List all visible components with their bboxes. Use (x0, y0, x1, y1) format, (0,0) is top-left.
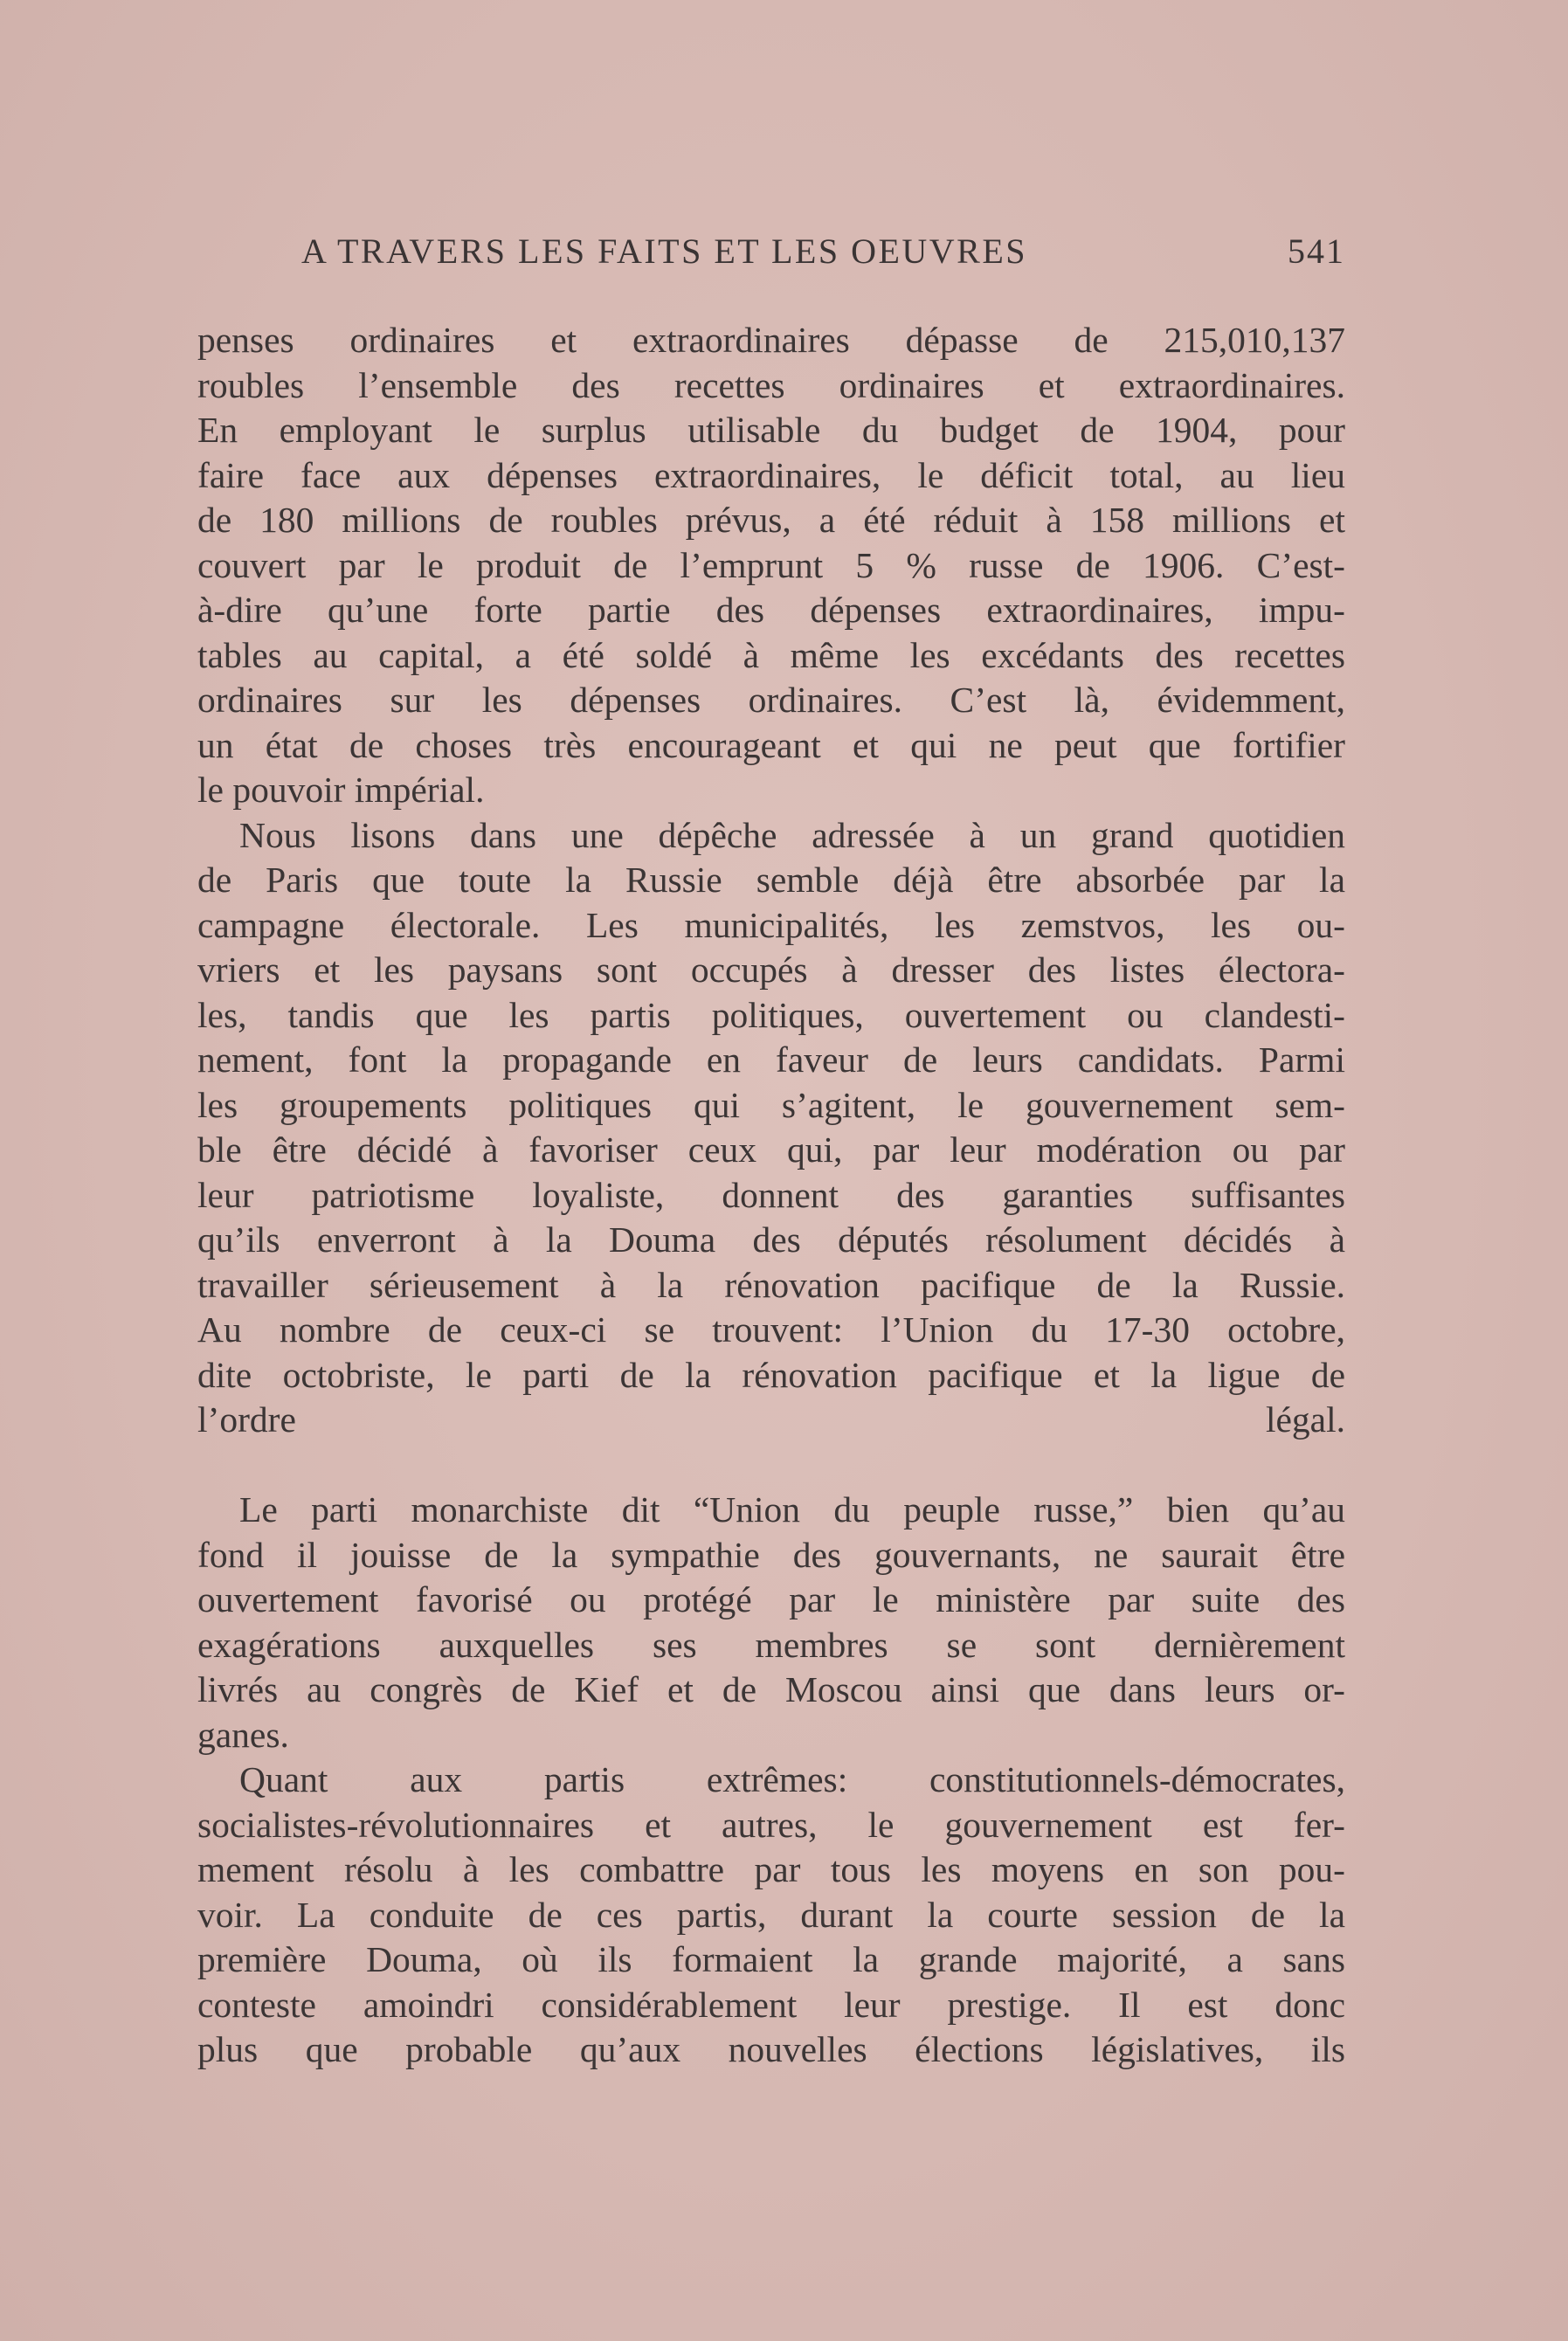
text-line: le pouvoir impérial. (197, 770, 485, 810)
text-line: couvert par le produit de l’emprunt 5 % russe de 1906. C’est- (197, 544, 1345, 585)
paragraph-4 (197, 1757, 1345, 2073)
text-line: exagérations auxquelles ses membres se sont dernièrement (197, 1624, 1345, 1665)
text-line: campagne électorale. Les municipalités, les zemstvos, les ou- (197, 904, 1345, 945)
text-line: travailler sérieusement à la rénovation pacifique de la Russie. (197, 1264, 1345, 1305)
paragraph-1 (197, 318, 1345, 813)
text-line: ganes. (197, 1714, 289, 1755)
text-line: les groupements politiques qui s’agitent, le gouvernement sem- (197, 1084, 1345, 1125)
text-line: Quant aux partis extrêmes: constitutionnels-démocrates, (239, 1759, 1345, 1799)
text-line: première Douma, où ils formaient la grande majorité, a sans (197, 1939, 1345, 1979)
text-line: ordinaires sur les dépenses ordinaires. C’est là, évidemment, (197, 680, 1345, 720)
text-line: livrés au congrès de Kief et de Moscou ainsi que dans leurs or- (197, 1669, 1345, 1709)
text-line: un état de choses très encourageant et qui ne peut que fortifier (197, 724, 1345, 765)
text-line: Nous lisons dans une dépêche adressée à un grand quotidien (239, 814, 1345, 855)
page-header (301, 225, 1345, 278)
text-line: plus que probable qu’aux nouvelles élections législatives, ils (197, 2029, 1345, 2069)
text-line: mement résolu à les combattre par tous les moyens en son pou- (197, 1849, 1345, 1889)
text-line: Le parti monarchiste dit “Union du peuple russe,” bien qu’au (239, 1489, 1345, 1530)
paragraph-2 (197, 813, 1345, 1488)
text-line: à-dire qu’une forte partie des dépenses extraordinaires, impu- (197, 590, 1345, 630)
text-line: de 180 millions de roubles prévus, a été réduit à 158 millions et (197, 500, 1345, 540)
text-line: de Paris que toute la Russie semble déjà être absorbée par la (197, 860, 1345, 900)
text-line: conteste amoindri considérablement leur prestige. Il est donc (197, 1984, 1345, 2025)
text-line: penses ordinaires et extraordinaires dépasse de 215,010,137 (197, 320, 1345, 360)
text-line: ouvertement favorisé ou protégé par le ministère par suite des (197, 1579, 1345, 1619)
text-line: dite octobriste, le parti de la rénovation pacifique et la ligue de (197, 1354, 1345, 1395)
text-line: vriers et les paysans sont occupés à dresser des listes électora- (197, 950, 1345, 990)
text-line: l’ordre légal. (197, 1399, 1345, 1440)
text-line: leur patriotisme loyaliste, donnent des garanties suffisantes (197, 1174, 1345, 1215)
text-line: En employant le surplus utilisable du budget de 1904, pour (197, 410, 1345, 450)
text-line: tables au capital, a été soldé à même les excédants des recettes (197, 634, 1345, 675)
text-line: roubles l’ensemble des recettes ordinaires et extraordinaires. (197, 364, 1345, 405)
text-line: socialistes-révolutionnaires et autres, le gouvernement est fer- (197, 1804, 1345, 1845)
paragraph-3 (197, 1488, 1345, 1757)
page-number: 541 (1288, 231, 1345, 271)
text-line: Au nombre de ceux-ci se trouvent: l’Union du 17-30 octobre, (197, 1309, 1345, 1350)
running-head: A TRAVERS LES FAITS ET LES OEUVRES (301, 231, 1028, 271)
text-line (197, 1443, 1345, 1488)
text-line: ble être décidé à favoriser ceux qui, par leur modération ou par (197, 1129, 1345, 1170)
text-line: nement, font la propagande en faveur de leurs candidats. Parmi (197, 1039, 1345, 1080)
text-line: voir. La conduite de ces partis, durant la courte session de la (197, 1894, 1345, 1935)
body-text (197, 318, 1345, 2073)
text-line: faire face aux dépenses extraordinaires, le déficit total, au lieu (197, 454, 1345, 495)
text-line: fond il jouisse de la sympathie des gouvernants, ne saurait être (197, 1534, 1345, 1575)
text-line: qu’ils enverront à la Douma des députés résolument décidés à (197, 1219, 1345, 1260)
text-line: les, tandis que les partis politiques, ouvertement ou clandesti- (197, 994, 1345, 1035)
